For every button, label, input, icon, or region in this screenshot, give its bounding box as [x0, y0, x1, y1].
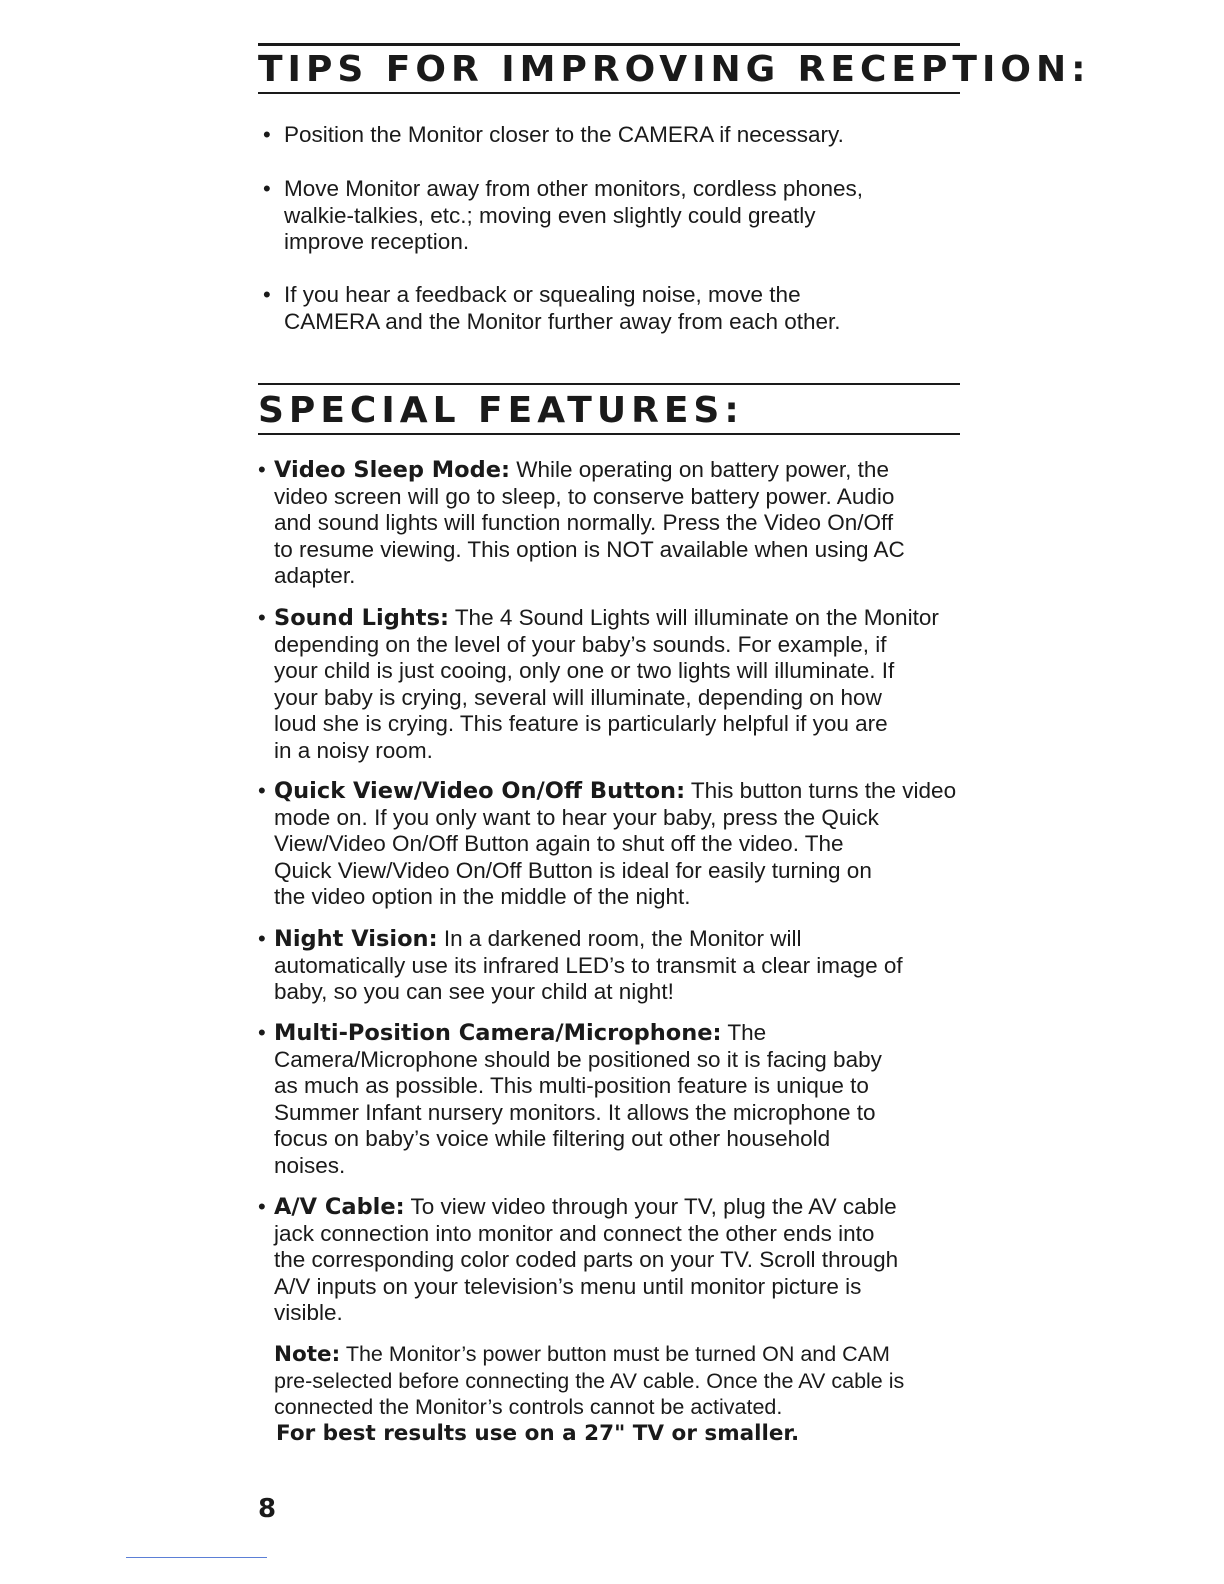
- feature-line: loud she is crying. This feature is particularly helpful if you are: [274, 711, 888, 737]
- feature-line: visible.: [274, 1300, 343, 1326]
- feature-first-line: [274, 1194, 897, 1221]
- feature-line: noises.: [274, 1153, 346, 1178]
- features-bottom-rule: [258, 433, 960, 435]
- feature-line: automatically use its infrared LED’s to transmit a clear image of: [274, 952, 903, 978]
- feature-line: adapter.: [274, 563, 356, 589]
- tip-bullet: •: [263, 176, 271, 201]
- feature-text: In a darkened room, the Monitor will: [437, 926, 802, 951]
- note-emphasis: For best results use on a 27" TV or smaller.: [276, 1421, 800, 1446]
- feature-title: Multi-Position Camera/Microphone:: [274, 1020, 722, 1046]
- feature-text: The 4 Sound Lights will illuminate on the Monitor: [448, 605, 939, 630]
- feature-line: A/V inputs on your television’s menu until monitor picture is: [274, 1273, 862, 1299]
- note-label: Note:: [274, 1342, 341, 1367]
- feature-first-line: [274, 1020, 766, 1047]
- feature-line: in a noisy room.: [274, 738, 433, 763]
- feature-line: your baby is crying, several will illuminate, depending on how: [274, 684, 882, 710]
- tip-line: walkie-talkies, etc.; moving even slightly could greatly: [284, 202, 816, 228]
- tips-heading: TIPS FOR IMPROVING RECEPTION:: [258, 49, 1091, 90]
- feature-line: baby, so you can see your child at night!: [274, 979, 674, 1005]
- feature-text: To view video through your TV, plug the AV cable: [404, 1194, 897, 1219]
- feature-bullet: •: [258, 926, 266, 951]
- feature-bullet: •: [258, 1194, 266, 1219]
- feature-line: video screen will go to sleep, to conserve battery power. Audio: [274, 483, 895, 509]
- feature-first-line: [274, 457, 889, 484]
- feature-line: Summer Infant nursery monitors. It allows the microphone to: [274, 1099, 876, 1125]
- feature-line: Quick View/Video On/Off Button is ideal for easily turning on: [274, 857, 872, 883]
- feature-title: Video Sleep Mode:: [274, 457, 510, 483]
- tip-line: improve reception.: [284, 229, 470, 255]
- feature-title: Night Vision:: [274, 926, 438, 952]
- tip-line: CAMERA and the Monitor further away from each other.: [284, 308, 841, 334]
- tip-bullet: •: [263, 122, 271, 147]
- feature-line: and sound lights will function normally. Press the Video On/Off: [274, 510, 894, 536]
- tips-top-rule: [258, 43, 960, 46]
- features-heading: SPECIAL FEATURES:: [258, 390, 744, 431]
- feature-line: View/Video On/Off Button again to shut off the video. The: [274, 831, 844, 857]
- feature-line: as much as possible. This multi-position feature is unique to: [274, 1073, 869, 1099]
- feature-bullet: •: [258, 778, 266, 803]
- feature-line: the video option in the middle of the night.: [274, 884, 691, 910]
- feature-line: your child is just cooing, only one or two lights will illuminate. If: [274, 658, 895, 684]
- feature-text: While operating on battery power, the: [509, 457, 889, 482]
- feature-bullet: •: [258, 457, 266, 482]
- tip-line: If you hear a feedback or squealing noise, move the: [284, 282, 801, 307]
- tips-bottom-rule: [258, 92, 960, 94]
- feature-title: Quick View/Video On/Off Button:: [274, 778, 686, 804]
- note-first-line: [274, 1341, 890, 1369]
- feature-line: depending on the level of your baby’s sounds. For example, if: [274, 631, 887, 657]
- feature-line: focus on baby’s voice while filtering out other household: [274, 1126, 831, 1152]
- page-number: 8: [258, 1494, 277, 1524]
- feature-line: the corresponding color coded parts on your TV. Scroll through: [274, 1247, 899, 1273]
- feature-text: This button turns the video: [685, 778, 957, 803]
- feature-line: jack connection into monitor and connect the other ends into: [274, 1220, 875, 1246]
- features-top-rule: [258, 383, 960, 385]
- feature-first-line: [274, 926, 802, 953]
- feature-line: Camera/Microphone should be positioned so it is facing baby: [274, 1046, 882, 1072]
- note-text: The Monitor’s power button must be turned ON and CAM: [340, 1342, 890, 1366]
- feature-title: A/V Cable:: [274, 1194, 405, 1220]
- feature-bullet: •: [258, 605, 266, 630]
- note-line: connected the Monitor’s controls cannot be activated.: [274, 1395, 783, 1419]
- feature-bullet: •: [258, 1020, 266, 1045]
- feature-first-line: [274, 778, 956, 805]
- feature-line: to resume viewing. This option is NOT available when using AC: [274, 536, 905, 562]
- note-line: pre-selected before connecting the AV cable. Once the AV cable is: [274, 1369, 905, 1393]
- feature-line: mode on. If you only want to hear your baby, press the Quick: [274, 804, 879, 830]
- footer-link-underline: [126, 1557, 267, 1558]
- tip-line: Position the Monitor closer to the CAMERA if necessary.: [284, 122, 844, 147]
- feature-title: Sound Lights:: [274, 605, 449, 631]
- tip-bullet: •: [263, 282, 271, 307]
- feature-text: The: [721, 1020, 767, 1045]
- feature-first-line: [274, 605, 939, 632]
- tip-line: Move Monitor away from other monitors, cordless phones,: [284, 176, 863, 201]
